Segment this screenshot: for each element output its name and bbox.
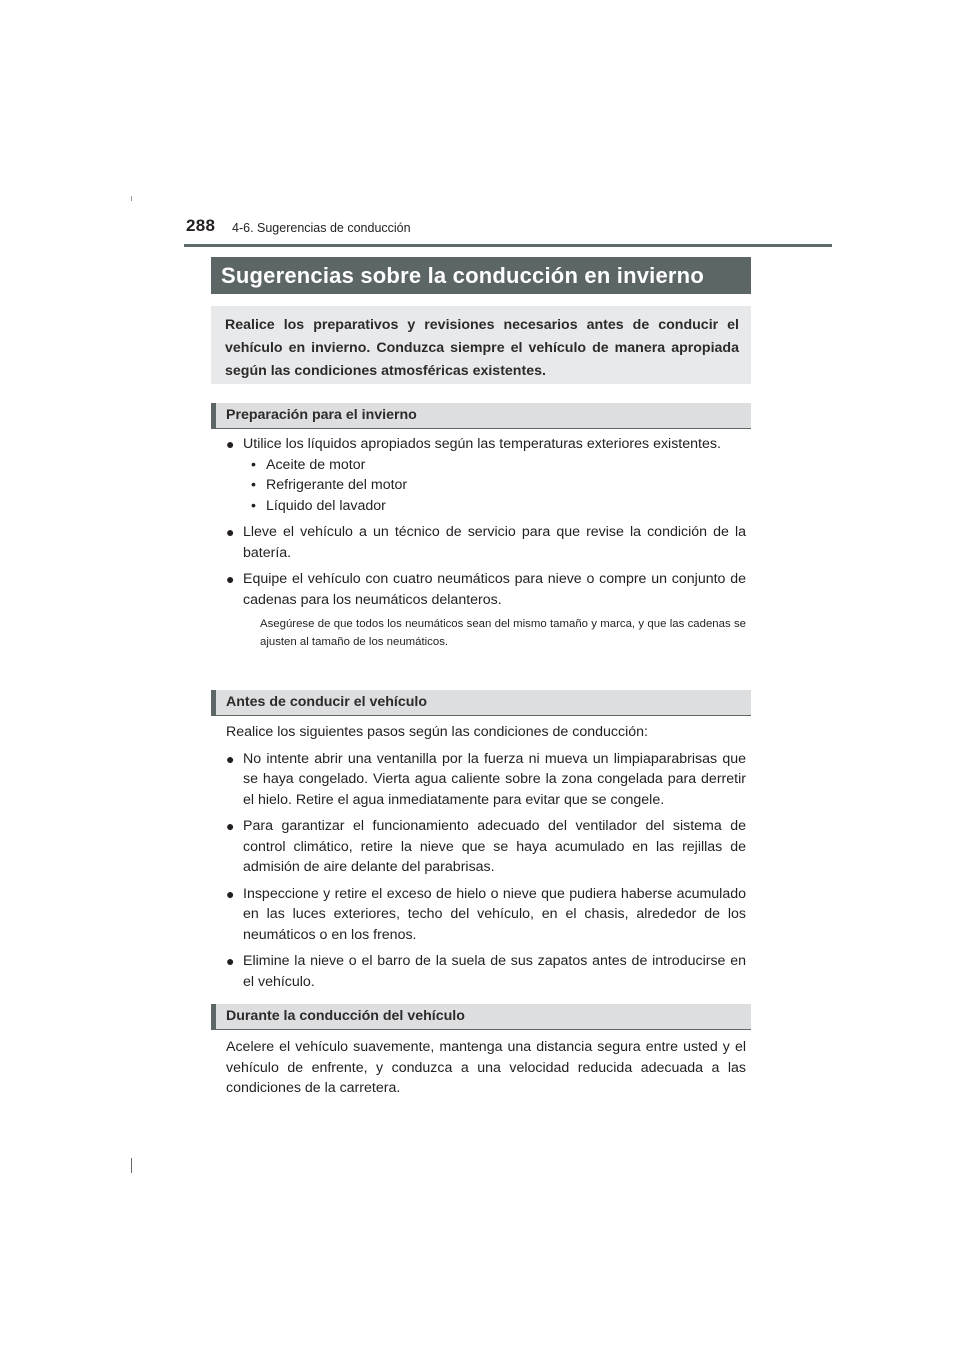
bullet-icon: ● xyxy=(226,953,235,969)
bullet-icon: ● xyxy=(226,885,235,902)
sub-list-item: • Líquido del lavador xyxy=(251,496,746,517)
list-item xyxy=(226,434,746,516)
section-intro: Realice los siguientes pasos según las condiciones de conducción: xyxy=(226,724,648,740)
crop-mark-bottom xyxy=(131,1158,132,1173)
sub-list-item: • Refrigerante del motor xyxy=(251,475,746,496)
section-body-before-driving xyxy=(226,722,746,998)
bullet-icon: ● xyxy=(226,524,235,540)
bullet-text: No intente abrir una ventanilla por la fuerza ni mueva un limpiaparabrisas que se haya congelado. Vierta agua caliente sobre la zona congelada para derretir el hielo. Retire el agua inmediatamente para evitar que se congele. xyxy=(243,750,746,808)
list-item xyxy=(226,884,746,946)
bullet-text: Utilice los líquidos apropiados según las temperaturas exteriores existentes. xyxy=(243,436,721,452)
section-body-during-driving xyxy=(226,1037,746,1105)
section-reference: 4-6. Sugerencias de conducción xyxy=(232,221,411,235)
intro-box: Realice los preparativos y revisiones necesarios antes de conducir el vehículo en invierno. Conduzca siempre el vehículo de manera apropiada según las condiciones atmosféricas existentes. xyxy=(211,306,751,384)
list-item xyxy=(226,569,746,610)
section-heading-during-driving: Durante la conducción del vehículo xyxy=(211,1004,751,1030)
section-text: Acelere el vehículo suavemente, mantenga una distancia segura entre usted y el vehículo de enfrente, y conduzca a una velocidad reducida adecuada a las condiciones de la carretera. xyxy=(226,1039,746,1096)
bullet-icon: ● xyxy=(226,818,235,834)
crop-mark-top xyxy=(131,196,132,201)
note-text: Asegúrese de que todos los neumáticos sean del mismo tamaño y marca, y que las cadenas se ajusten al tamaño de los neumáticos. xyxy=(260,618,746,648)
bullet-text: Para garantizar el funcionamiento adecuado del ventilador del sistema de control climático, retire la nieve que se haya acumulado en las rejillas de admisión de aire delante del parabrisas. xyxy=(243,818,746,875)
bullet-text: Lleve el vehículo a un técnico de servicio para que revise la condición de la batería. xyxy=(243,524,746,561)
bullet-text: Elimine la nieve o el barro de la suela de sus zapatos antes de introducirse en el vehículo. xyxy=(243,953,746,990)
page-number: 288 xyxy=(186,216,216,235)
fluid-list xyxy=(243,455,746,517)
section-heading-before-driving: Antes de conducir el vehículo xyxy=(211,690,751,716)
bullet-text: Equipe el vehículo con cuatro neumáticos para nieve o compre un conjunto de cadenas para los neumáticos delanteros. xyxy=(243,571,746,608)
header-rule xyxy=(184,244,832,247)
bullet-icon: ● xyxy=(226,750,235,767)
list-item xyxy=(226,816,746,878)
bullet-icon: ● xyxy=(226,571,235,587)
page-title: Sugerencias sobre la conducción en invierno xyxy=(211,257,751,294)
section-body-preparation xyxy=(226,434,746,651)
list-item xyxy=(226,749,746,811)
section-heading-preparation: Preparación para el invierno xyxy=(211,403,751,429)
sub-list-item: • Aceite de motor xyxy=(251,455,746,476)
bullet-text: Inspeccione y retire el exceso de hielo o nieve que pudiera haberse acumulado en las luces exteriores, techo del vehículo, en el chasis, alrededor de los neumáticos o en los frenos. xyxy=(243,885,746,943)
list-item xyxy=(226,522,746,563)
list-item xyxy=(226,951,746,992)
bullet-icon: ● xyxy=(226,436,235,452)
